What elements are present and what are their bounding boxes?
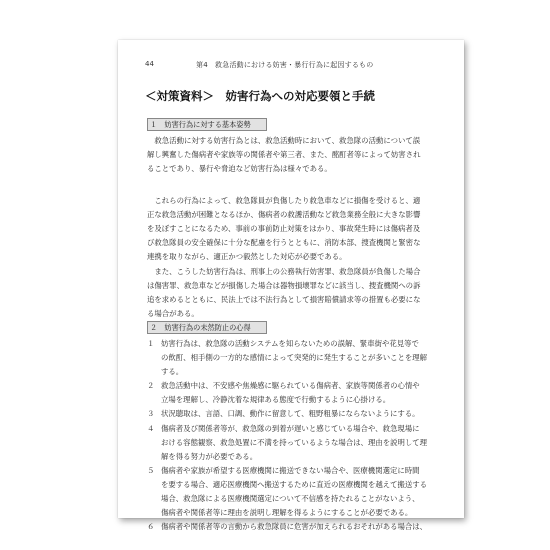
text-line: する。: [161, 367, 184, 377]
text-line: 救急活動に対する妨害行為とは、救急活動時において、救急隊の活動について誤: [147, 136, 421, 145]
text-line: 状況聴取は、言語、口調、動作に留意して、粗野粗暴にならないようにする。: [161, 409, 420, 419]
list-item-number: ６: [147, 522, 155, 532]
text-line: 傷病者や家族が希望する医療機関に搬送できない場合や、医療機関選定に時間: [161, 465, 420, 475]
list-item: [147, 379, 441, 407]
text-line: 立場を理解し、冷静沈着な規律ある態度で行動するように心掛ける。: [161, 395, 391, 405]
text-line: おける容態観察、救急処置に不満を持っているような場合は、理由を説明して理: [161, 437, 428, 447]
list-item-number: ５: [147, 465, 155, 475]
text-line: 傷病者や関係者等の言動から救急隊員に危害が加えられるおそれがある場合は、: [161, 522, 428, 532]
list-item: [147, 464, 441, 520]
text-line: 連携を取りながら、適正かつ毅然とした対応が必要である。: [147, 252, 347, 262]
list-item-number: ４: [147, 423, 155, 433]
paragraph-1: [147, 134, 441, 176]
section-heading-basic-stance: １ 妨害行為に対する基本姿勢: [147, 118, 267, 131]
text-line: を要する場合、適応医療機関へ搬送するために直近の医療機関を越えて搬送する: [161, 479, 428, 489]
text-line: 追を求めるとともに、民法上では不法行為として損害賠償請求等の措置も必要にな: [147, 295, 421, 305]
list-item: [147, 337, 441, 379]
page-number: 44: [145, 60, 154, 68]
prevention-list: [147, 337, 441, 534]
text-line: 解を得る努力が必要である。: [161, 451, 258, 461]
text-line: 解し興奮した傷病者や家族等の関係者や第三者、また、酩酊者等によって妨害され: [147, 150, 421, 160]
list-item: [147, 520, 441, 534]
text-line: 傷病者及び関係者等が、救急隊の到着が遅いと感じている場合や、救急現場に: [161, 423, 420, 433]
text-line: の飲酊、相手側の一方的な感情によって突発的に発生することが多いことを理解: [161, 353, 428, 363]
list-item-number: ２: [147, 381, 155, 391]
page-title: ＜対策資料＞ 妨害行為への対応要領と手続: [145, 89, 375, 103]
text-line: る場合がある。: [147, 309, 199, 319]
text-line: を及ぼすことになるため、事前の事前防止対策をはかり、事故発生時には傷病者及: [147, 224, 421, 234]
text-line: ることであり、暴行や脅迫など妨害行為は様々である。: [147, 164, 332, 174]
text-line: 救急活動中は、不安感や焦燥感に駆られている傷病者、家族等関係者の心情や: [161, 381, 420, 391]
list-item: [147, 422, 441, 464]
text-line: 傷病者や関係者等に理由を説明し理解を得るようにすることが必要である。: [161, 508, 413, 518]
text-line: 正な救急活動が困難となるほか、傷病者の救護活動など救急業務全般に大きな影響: [147, 210, 421, 220]
list-item-number: ３: [147, 409, 155, 419]
section-heading-prevention: ２ 妨害行為の未然防止の心得: [147, 321, 267, 334]
list-item: [147, 407, 441, 421]
text-line: 場合、救急隊による医療機関選定について不信感を持たれることがないよう、: [161, 494, 420, 504]
running-title: 第4 救急活動における妨害・暴行行為に起因するもの: [196, 61, 374, 69]
text-line: また、こうした妨害行為は、刑事上の公務執行妨害罪、救急隊員が負傷した場合: [147, 267, 421, 276]
text-line: び救急隊員の安全確保に十分な配慮を行うとともに、消防本部、捜査機関と緊密な: [147, 238, 421, 248]
paragraph-3: [147, 265, 441, 321]
list-item-number: １: [147, 339, 155, 348]
book-page: [118, 40, 464, 532]
text-line: 妨害行為は、救急隊の活動システムを知らないための誤解、緊車街や花見等で: [161, 339, 419, 348]
text-line: これらの行為によって、救急隊員が負傷したり救急車などに損傷を受けると、適: [147, 196, 421, 205]
paragraph-2: [147, 194, 441, 264]
text-line: は傷害罪、救急車などが損傷した場合は器物損壊罪などに該当し、捜査機関への訴: [147, 281, 421, 291]
